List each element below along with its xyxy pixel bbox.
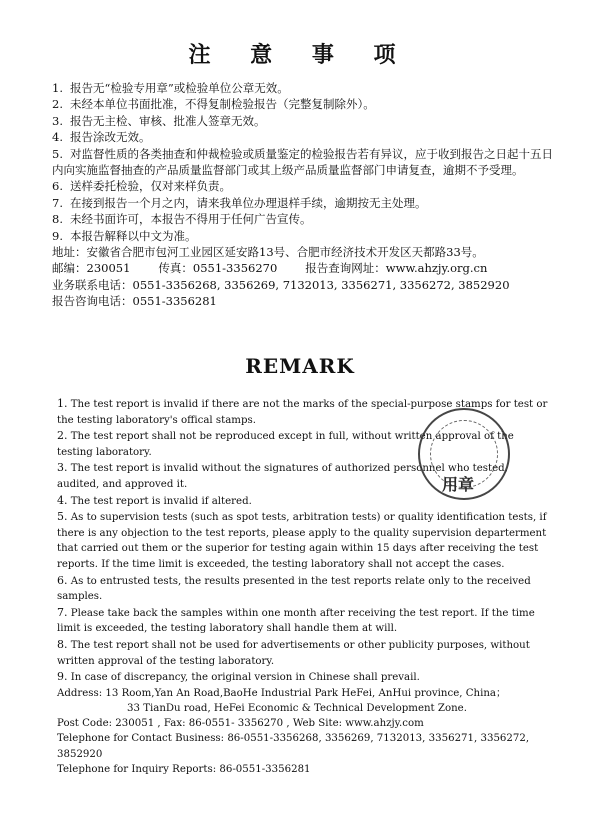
official-seal-stamp	[418, 408, 510, 500]
en-item	[57, 605, 549, 637]
en-address-line-1: Address: 13 Room,Yan An Road,BaoHe Industrial Park HeFei, AnHui province, China；	[57, 687, 507, 699]
cn-inquiry-phone: 报告咨询电话：0551-3356281	[52, 294, 217, 309]
item-text: 未经本单位书面批准，不得复制检验报告（完整复制除外）。	[70, 97, 375, 112]
cn-title: 注 意 事 项	[188, 42, 412, 68]
en-item	[57, 637, 549, 669]
item-text: The test report shall not be reproduced except in full, without written approval of the testing laboratory.	[57, 431, 514, 458]
item-text: 报告涂改无效。	[70, 130, 151, 145]
cn-fax: 传真：0551-3356270	[158, 261, 278, 276]
item-number: 7.	[52, 195, 63, 210]
item-number: 8.	[57, 637, 68, 651]
item-text: The test report is invalid without the signatures of authorized personnel who tested, audited, and approved it.	[57, 463, 508, 490]
item-number: 9.	[52, 228, 63, 243]
item-number: 1.	[57, 397, 68, 410]
item-number: 4.	[57, 493, 68, 507]
cn-address: 地址：安徽省合肥市包河工业园区延安路13号、合肥市经济技术开发区天都路33号。	[52, 245, 484, 260]
item-number: 5.	[52, 146, 63, 161]
item-number: 8.	[52, 212, 63, 227]
item-number: 6.	[52, 179, 63, 194]
cn-item	[52, 195, 557, 211]
item-text: 在接到报告一个月之内，请来我单位办理退样手续，逾期按无主处理。	[70, 195, 427, 210]
en-item	[57, 509, 549, 572]
item-number: 9.	[57, 670, 68, 684]
en-title: REMARK	[245, 354, 355, 378]
item-number: 2.	[57, 429, 68, 443]
item-text: 未经书面许可，本报告不得用于任何广告宣传。	[70, 212, 312, 227]
item-text: Please take back the samples within one month after receiving the test report. If the time limit is exceeded, the testing laboratory shall handle them at will.	[57, 607, 535, 635]
en-post-fax-web: Post Code: 230051 , Fax: 86-0551- 3356270 , Web Site: www.ahzjy.com	[57, 718, 424, 730]
item-text: 本报告解释以中文为准。	[70, 228, 197, 243]
cn-item	[52, 80, 557, 96]
item-number: 1.	[52, 81, 63, 95]
item-text: 对监督性质的各类抽查和仲裁检验或质量鉴定的检验报告若有异议，应于收到报告之日起十五日内向实施监督抽查的产品质量监督部门或其上级产品质量监督部门申请复查，逾期不予受理。	[52, 146, 553, 178]
cn-website: 报告查询网址：www.ahzjy.org.cn	[305, 261, 488, 276]
seal-text: 用章	[442, 475, 475, 494]
cn-item	[52, 146, 557, 179]
en-item	[57, 669, 549, 686]
en-item	[57, 573, 549, 605]
cn-item	[52, 228, 557, 244]
cn-business-phone: 业务联系电话：0551-3356268, 3356269, 7132013, 3356271, 3356272, 3852920	[52, 277, 510, 292]
cn-item	[52, 129, 557, 145]
item-text: As to entrusted tests, the results presented in the test reports relate only to the received samples.	[57, 575, 531, 603]
item-text: The test report is invalid if there are not the marks of the special-purpose stamps for test or the testing laboratory's offical stamps.	[57, 399, 548, 426]
en-business-phone: Telephone for Contact Business: 86-0551-3356268, 3356269, 7132013, 3356271, 3356272, 3852920	[57, 733, 530, 760]
cn-item	[52, 211, 557, 227]
item-text: 报告无主检、审核、批准人签章无效。	[70, 113, 266, 128]
cn-notice-list	[52, 80, 557, 310]
en-address-line-2: 33 TianDu road, HeFei Economic & Technical Development Zone.	[127, 702, 467, 714]
item-number: 2.	[52, 97, 63, 112]
item-text: 送样委托检验，仅对来样负责。	[70, 179, 231, 194]
cn-postcode-fax-web	[52, 260, 557, 276]
cn-item	[52, 113, 557, 129]
item-number: 3.	[57, 461, 68, 475]
item-text: The test report is invalid if altered.	[70, 495, 252, 507]
item-number: 3.	[52, 113, 63, 128]
cn-postcode: 邮编：230051	[52, 261, 131, 276]
item-text: As to supervision tests (such as spot tests, arbitration tests) or quality identification tests, if there is any objection to the test reports, please apply to the quality supervision departerment that carried out them or the superior for testing again within 15 days after receiving the test reports. If the time limit is exceeded, the testing laboratory shall not accept the cases.	[57, 512, 547, 570]
cn-item	[52, 96, 557, 112]
item-text: In case of discrepancy, the original version in Chinese shall prevail.	[70, 672, 420, 684]
item-number: 4.	[52, 130, 63, 145]
item-number: 7.	[57, 605, 68, 619]
item-text: The test report shall not be used for advertisements or other publicity purposes, without written approval of the testing laboratory.	[57, 639, 530, 667]
en-inquiry-phone: Telephone for Inquiry Reports: 86-0551-3356281	[57, 763, 311, 775]
item-number: 5.	[57, 510, 68, 524]
item-text: 报告无“检验专用章”或检验单位公章无效。	[70, 81, 289, 95]
cn-item	[52, 178, 557, 194]
item-number: 6.	[57, 573, 68, 587]
